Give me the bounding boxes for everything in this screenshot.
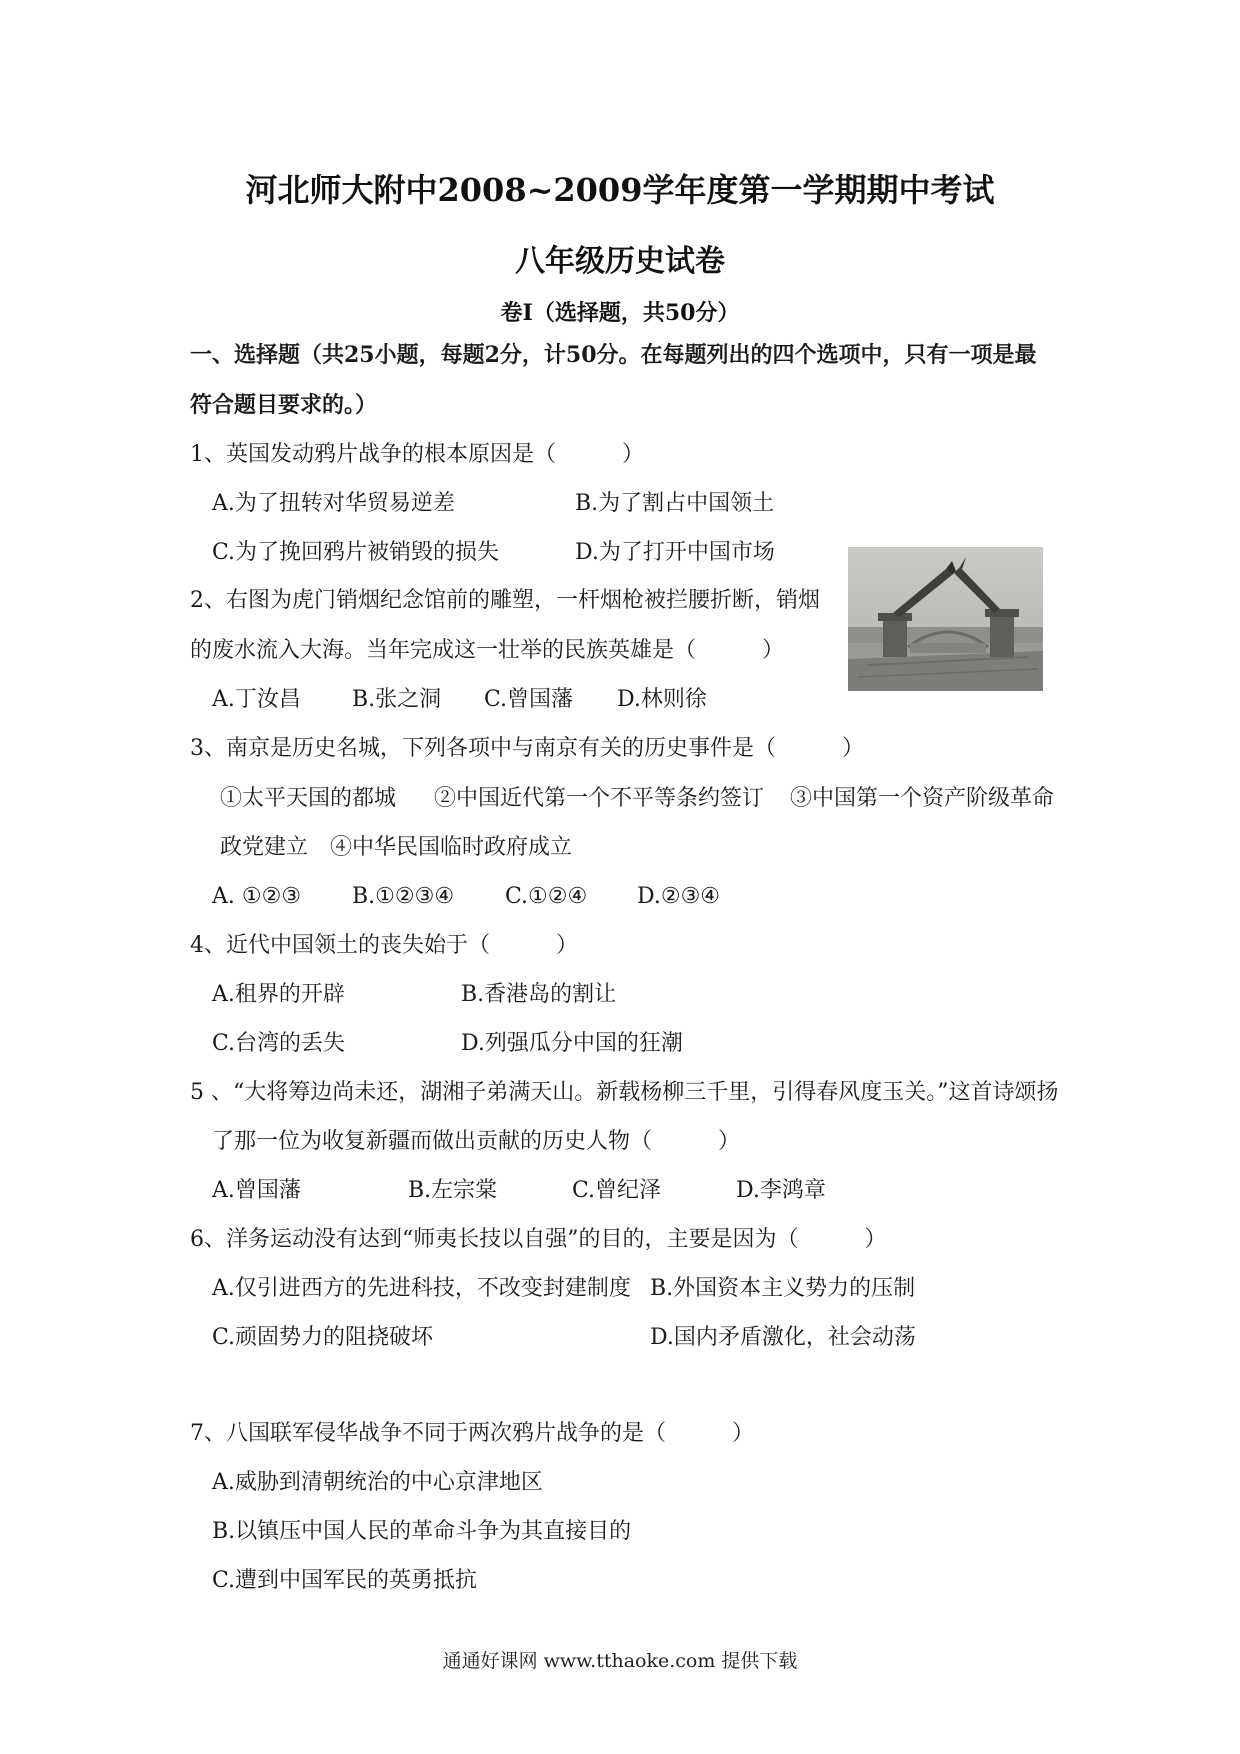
question-2-option-d: D.林则徐 <box>617 687 707 712</box>
question-3-option-c: C.①②④ <box>505 884 588 909</box>
question-3-option-a: A. ①②③ <box>212 884 302 909</box>
question-4-option-a: A.租界的开辟 <box>212 982 345 1007</box>
question-3-item-3: ③中国第一个资产阶级革命 <box>790 786 1055 811</box>
question-1-stem: 1、英国发动鸦片战争的根本原因是（ ） <box>190 442 644 467</box>
question-3-item-2: ②中国近代第一个不平等条约签订 <box>434 786 765 811</box>
question-4-option-b: B.香港岛的割让 <box>461 982 617 1007</box>
question-3-item-3-cont: 政党建立 <box>220 835 309 860</box>
question-7-stem: 7、八国联军侵华战争不同于两次鸦片战争的是（ ） <box>190 1421 754 1446</box>
question-2-stem-line-2: 的废水流入大海。当年完成这一壮举的民族英雄是（ ） <box>190 638 785 663</box>
question-3-option-b: B.①②③④ <box>352 884 455 909</box>
question-7-option-c: C.遭到中国军民的英勇抵抗 <box>212 1568 478 1593</box>
footer-source: 通通好课网 www.tthaoke.com 提供下载 <box>442 1650 798 1672</box>
question-3-item-4: ④中华民国临时政府成立 <box>330 835 573 860</box>
question-2-option-c: C.曾国藩 <box>484 687 574 712</box>
sculpture-photo <box>848 547 1043 691</box>
exam-subtitle: 八年级历史试卷 <box>515 244 725 279</box>
question-5-stem-line-1: 5 、“大将筹边尚未还，湖湘子弟满天山。新载杨柳三千里，引得春风度玉关。”这首诗颂扬 <box>190 1080 1059 1105</box>
question-4-stem: 4、近代中国领土的丧失始于（ ） <box>190 933 578 958</box>
question-3-option-d: D.②③④ <box>637 884 721 909</box>
question-7-option-b: B.以镇压中国人民的革命斗争为其直接目的 <box>212 1519 632 1544</box>
question-4-option-d: D.列强瓜分中国的狂潮 <box>461 1031 683 1056</box>
question-6-option-d: D.国内矛盾激化，社会动荡 <box>650 1325 916 1350</box>
question-5-option-b: B.左宗棠 <box>408 1178 498 1203</box>
question-3-stem: 3、南京是历史名城，下列各项中与南京有关的历史事件是（ ） <box>190 736 864 761</box>
question-5-stem-line-2: 了那一位为收复新疆而做出贡献的历史人物（ ） <box>212 1129 741 1154</box>
question-5-option-a: A.曾国藩 <box>212 1178 301 1203</box>
exam-title: 河北师大附中2008~2009学年度第一学期期中考试 <box>245 171 995 209</box>
question-6-stem: 6、洋务运动没有达到“师夷长技以自强”的目的，主要是因为（ ） <box>190 1227 887 1252</box>
question-5-option-c: C.曾纪泽 <box>572 1178 662 1203</box>
question-1-option-d: D.为了打开中国市场 <box>575 540 775 565</box>
question-4-option-c: C.台湾的丢失 <box>212 1031 346 1056</box>
question-6-option-b: B.外国资本主义势力的压制 <box>650 1276 916 1301</box>
instructions-line-1: 一、选择题（共25小题，每题2分，计50分。在每题列出的四个选项中，只有一项是最 <box>190 342 1037 368</box>
question-6-option-c: C.顽固势力的阻挠破坏 <box>212 1325 434 1350</box>
question-2-option-a: A.丁汝昌 <box>212 687 301 712</box>
question-1-option-c: C.为了挽回鸦片被销毁的损失 <box>212 540 500 565</box>
question-1-option-a: A.为了扭转对华贸易逆差 <box>212 491 455 516</box>
question-1-option-b: B.为了割占中国领土 <box>575 491 775 516</box>
question-6-option-a: A.仅引进西方的先进科技，不改变封建制度 <box>212 1276 631 1301</box>
question-7-option-a: A.威胁到清朝统治的中心京津地区 <box>212 1470 543 1495</box>
instructions-line-2: 符合题目要求的。） <box>190 392 378 418</box>
question-2-option-b: B.张之洞 <box>352 687 442 712</box>
question-5-option-d: D.李鸿章 <box>736 1178 826 1203</box>
question-3-item-1: ①太平天国的都城 <box>220 786 397 811</box>
question-2-stem-line-1: 2、右图为虎门销烟纪念馆前的雕塑，一杆烟枪被拦腰折断，销烟 <box>190 588 820 613</box>
section-heading: 卷Ⅰ（选择题，共50分） <box>500 300 740 326</box>
